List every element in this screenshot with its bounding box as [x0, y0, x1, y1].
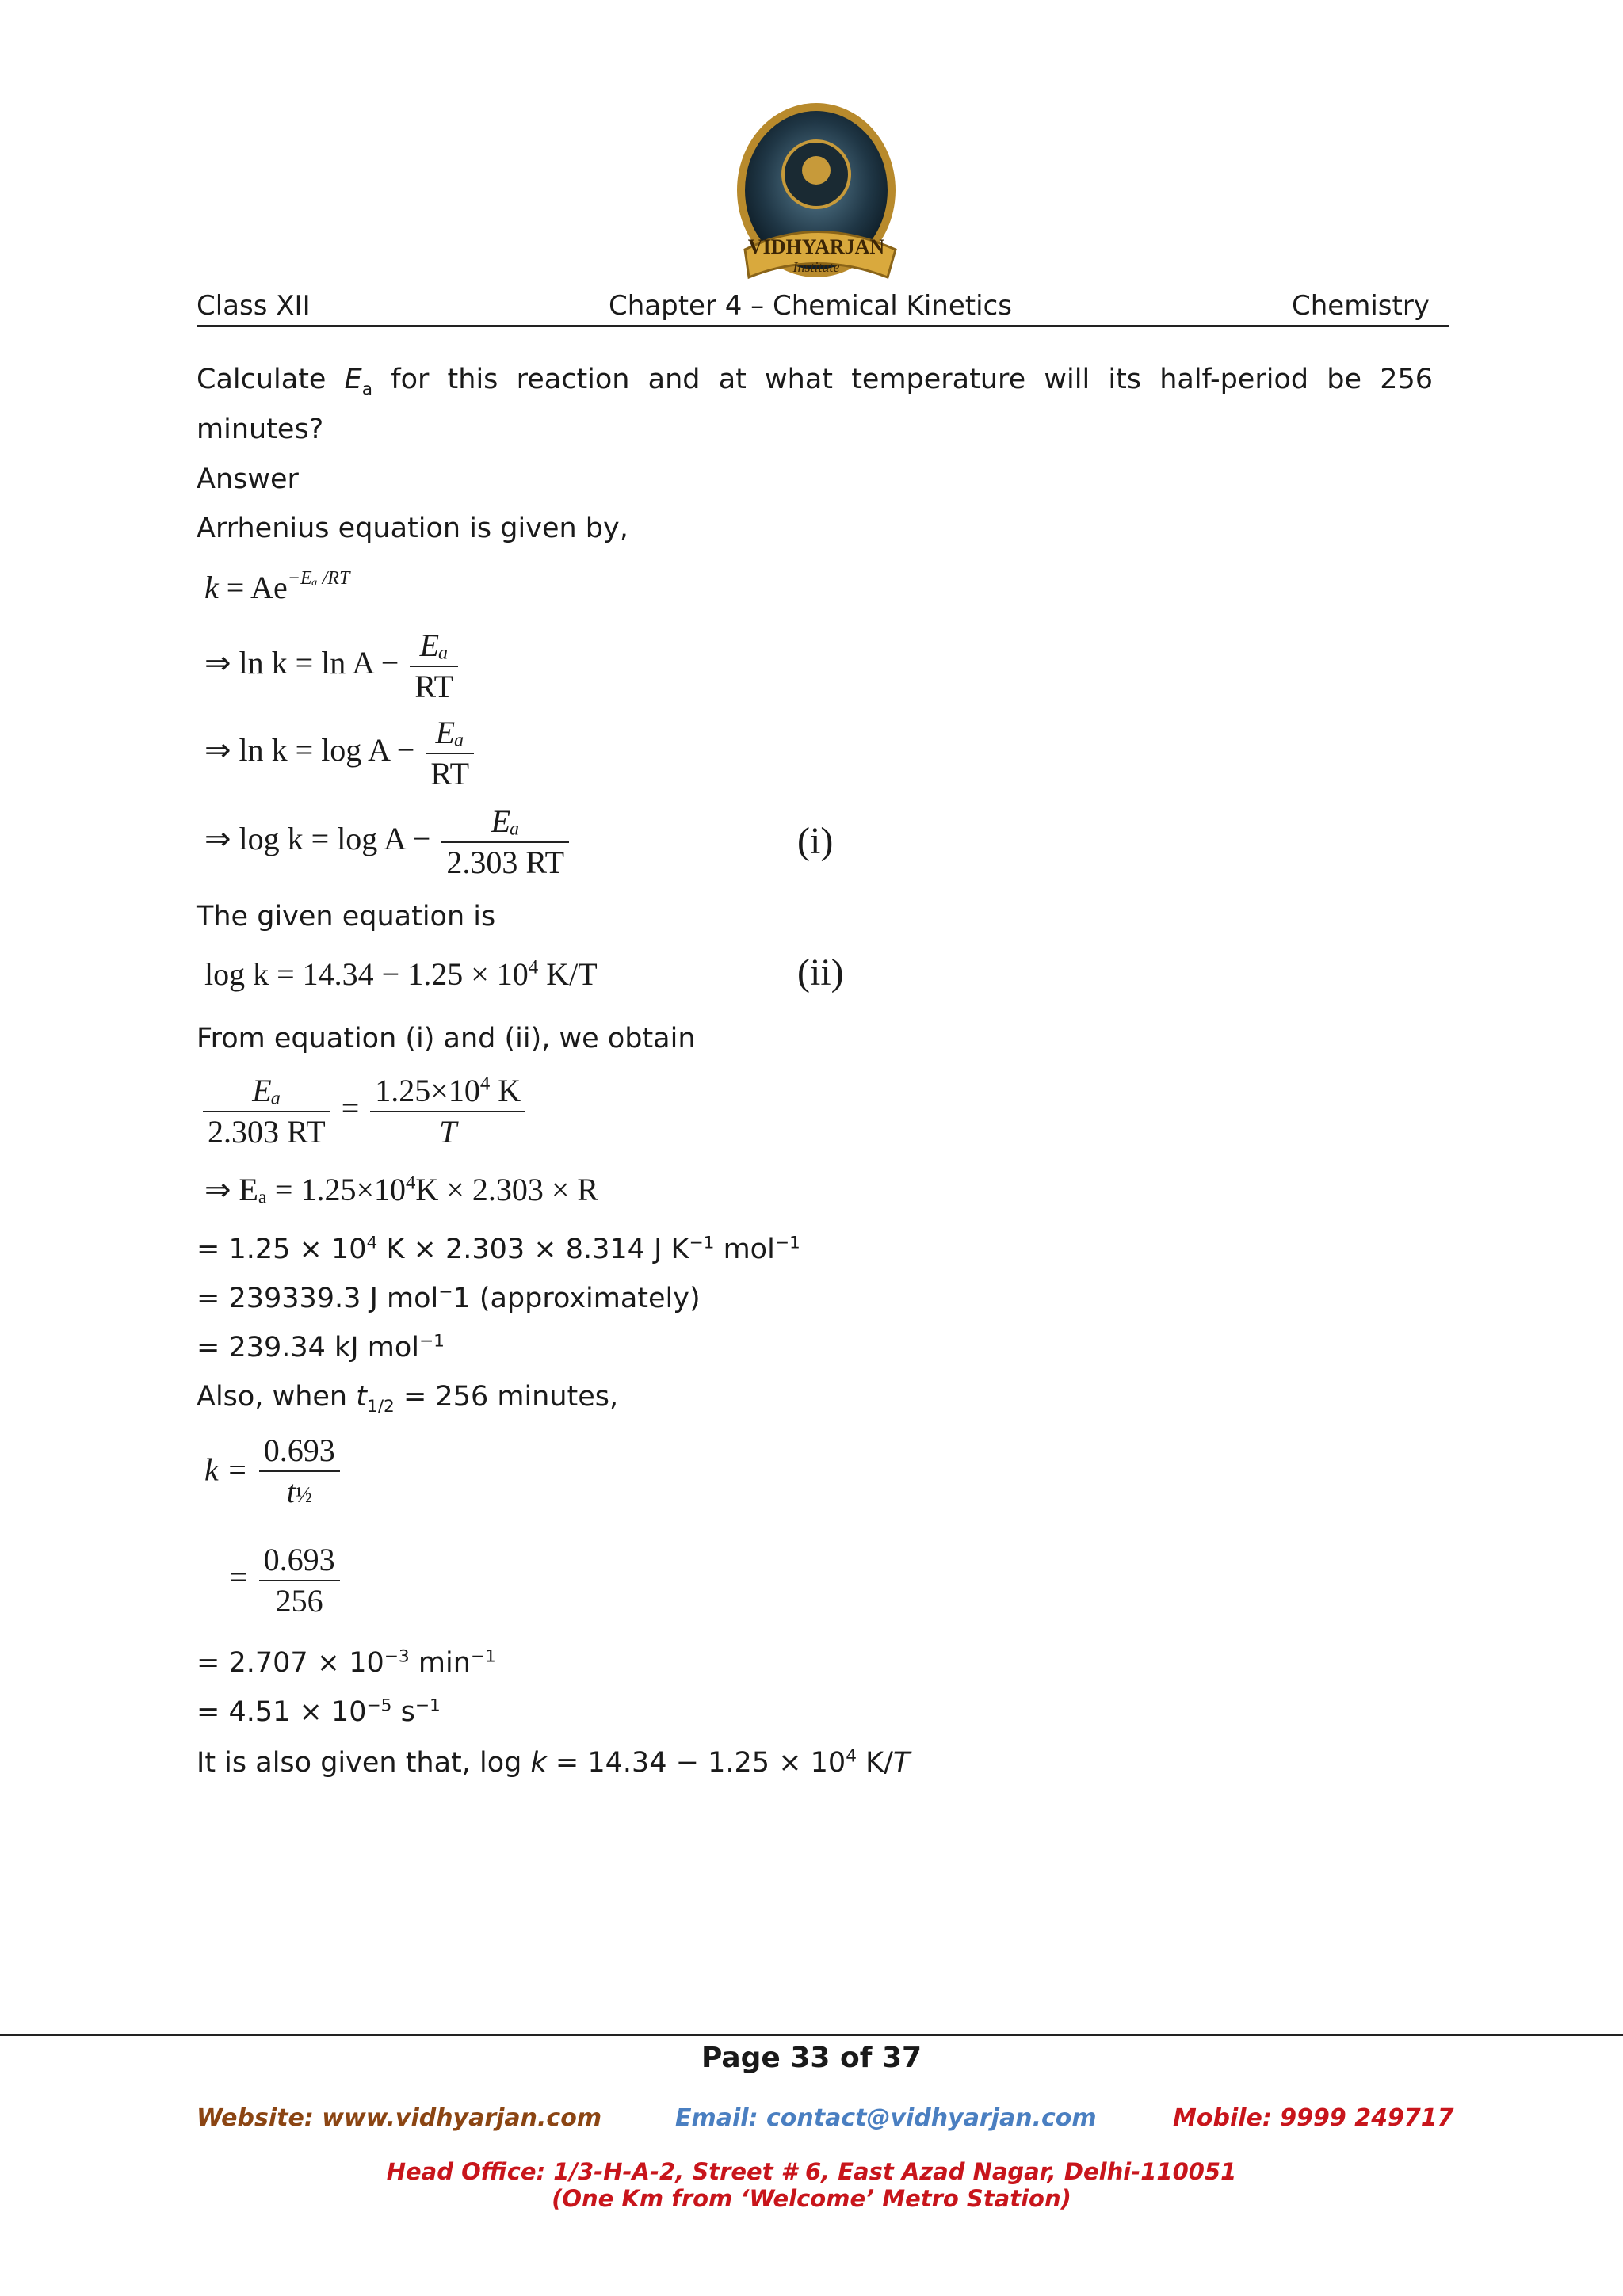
equation-log-a-form: ⇒ ln k = log A − $\frac{\text{Eₐ}}{RT}$ — [204, 713, 477, 794]
header-class: Class XII — [197, 290, 311, 322]
equation-comparison: $\frac{\text{Eₐ}}{2.303 RT}$ = $\frac{1.25\times 10^4 K}{T}$ — [200, 1071, 529, 1152]
header-divider — [197, 325, 1449, 327]
k-value-minutes: = $2.707 \times 10^{-3}$ $\min^{-1}$ — [197, 1646, 496, 1679]
given-equation-intro: The given equation is — [197, 901, 496, 933]
equation-given: $\log k = 14.34 - 1.25 \times 10^4$ K/T — [204, 956, 598, 992]
equation-log-form: ⇒ log k = log A − $\frac{\text{Eₐ}}{2.303 RT}$ — [204, 802, 572, 883]
equation-ea-expression: ⇒ $E_a = 1.25\times 10^4K \times 2.303 \times R$ — [204, 1172, 599, 1207]
answer-label: Answer — [197, 463, 299, 495]
equation-tag-i: (i) — [797, 820, 834, 862]
header-chapter: Chapter 4 – Chemical Kinetics — [609, 290, 1012, 322]
logo-text-main: VIDHYARJAN — [747, 235, 885, 258]
footer-mobile: Mobile: 9999 249717 — [1173, 2104, 1454, 2132]
equation-rate-constant-value: = $\frac{0.693}{256}$ — [230, 1540, 343, 1621]
institute-logo — [713, 99, 935, 289]
footer-head-office: Head Office: 1/3-H-A-2, Street # 6, East Azad Nagar, Delhi-110051 — [386, 2158, 1237, 2185]
half-life-statement: Also, when $t_{1/2} = 256$ minutes, — [197, 1381, 619, 1417]
ea-value-kilojoules: = 239.34 kJ mol$^{-1}$ — [197, 1331, 445, 1363]
k-value-seconds: = $4.51 \times 10^{-5}$ $s^{-1}$ — [197, 1695, 441, 1728]
equation-arrhenius: $k = Ae^{-E_a /RT}$ — [204, 568, 350, 605]
equation-tag-ii: (ii) — [797, 952, 844, 994]
ea-calculation-line: = $1.25 \times 10^4$ K × 2.303 × 8.314 J $K^{-1}$ mol$^{-1}$ — [197, 1233, 800, 1265]
logo-text-sub: Institute — [792, 259, 840, 275]
equation-rate-constant: k = $\frac{0.693}{\text{t½}}$ — [204, 1431, 343, 1516]
footer-divider — [0, 2034, 1623, 2036]
given-log-k-line: It is also given that, $\log k = 14.34 - 1.25 \times 10^4$ K/T — [197, 1746, 911, 1779]
comparison-intro: From equation (i) and (ii), we obtain — [197, 1023, 696, 1055]
footer-email[interactable]: Email: contact@vidhyarjan.com — [675, 2104, 1097, 2132]
equation-ln-form: ⇒ ln k = ln A − $\frac{\text{Eₐ}}{RT}$ — [204, 626, 461, 707]
ea-value-joules: = 239339.3 J mol−1 (approximately) — [197, 1282, 701, 1314]
page-number: Page 33 of 37 — [701, 2042, 922, 2074]
question-text: Calculate $E_a$ for this reaction and at what temperature will its half-period be 256 minutes? — [197, 364, 1433, 445]
footer-website[interactable]: Website: www.vidhyarjan.com — [197, 2104, 602, 2132]
header-subject: Chemistry — [1292, 290, 1430, 322]
arrhenius-intro: Arrhenius equation is given by, — [197, 513, 628, 544]
footer-office-landmark: (One Km from ‘Welcome’ Metro Station) — [552, 2185, 1071, 2212]
